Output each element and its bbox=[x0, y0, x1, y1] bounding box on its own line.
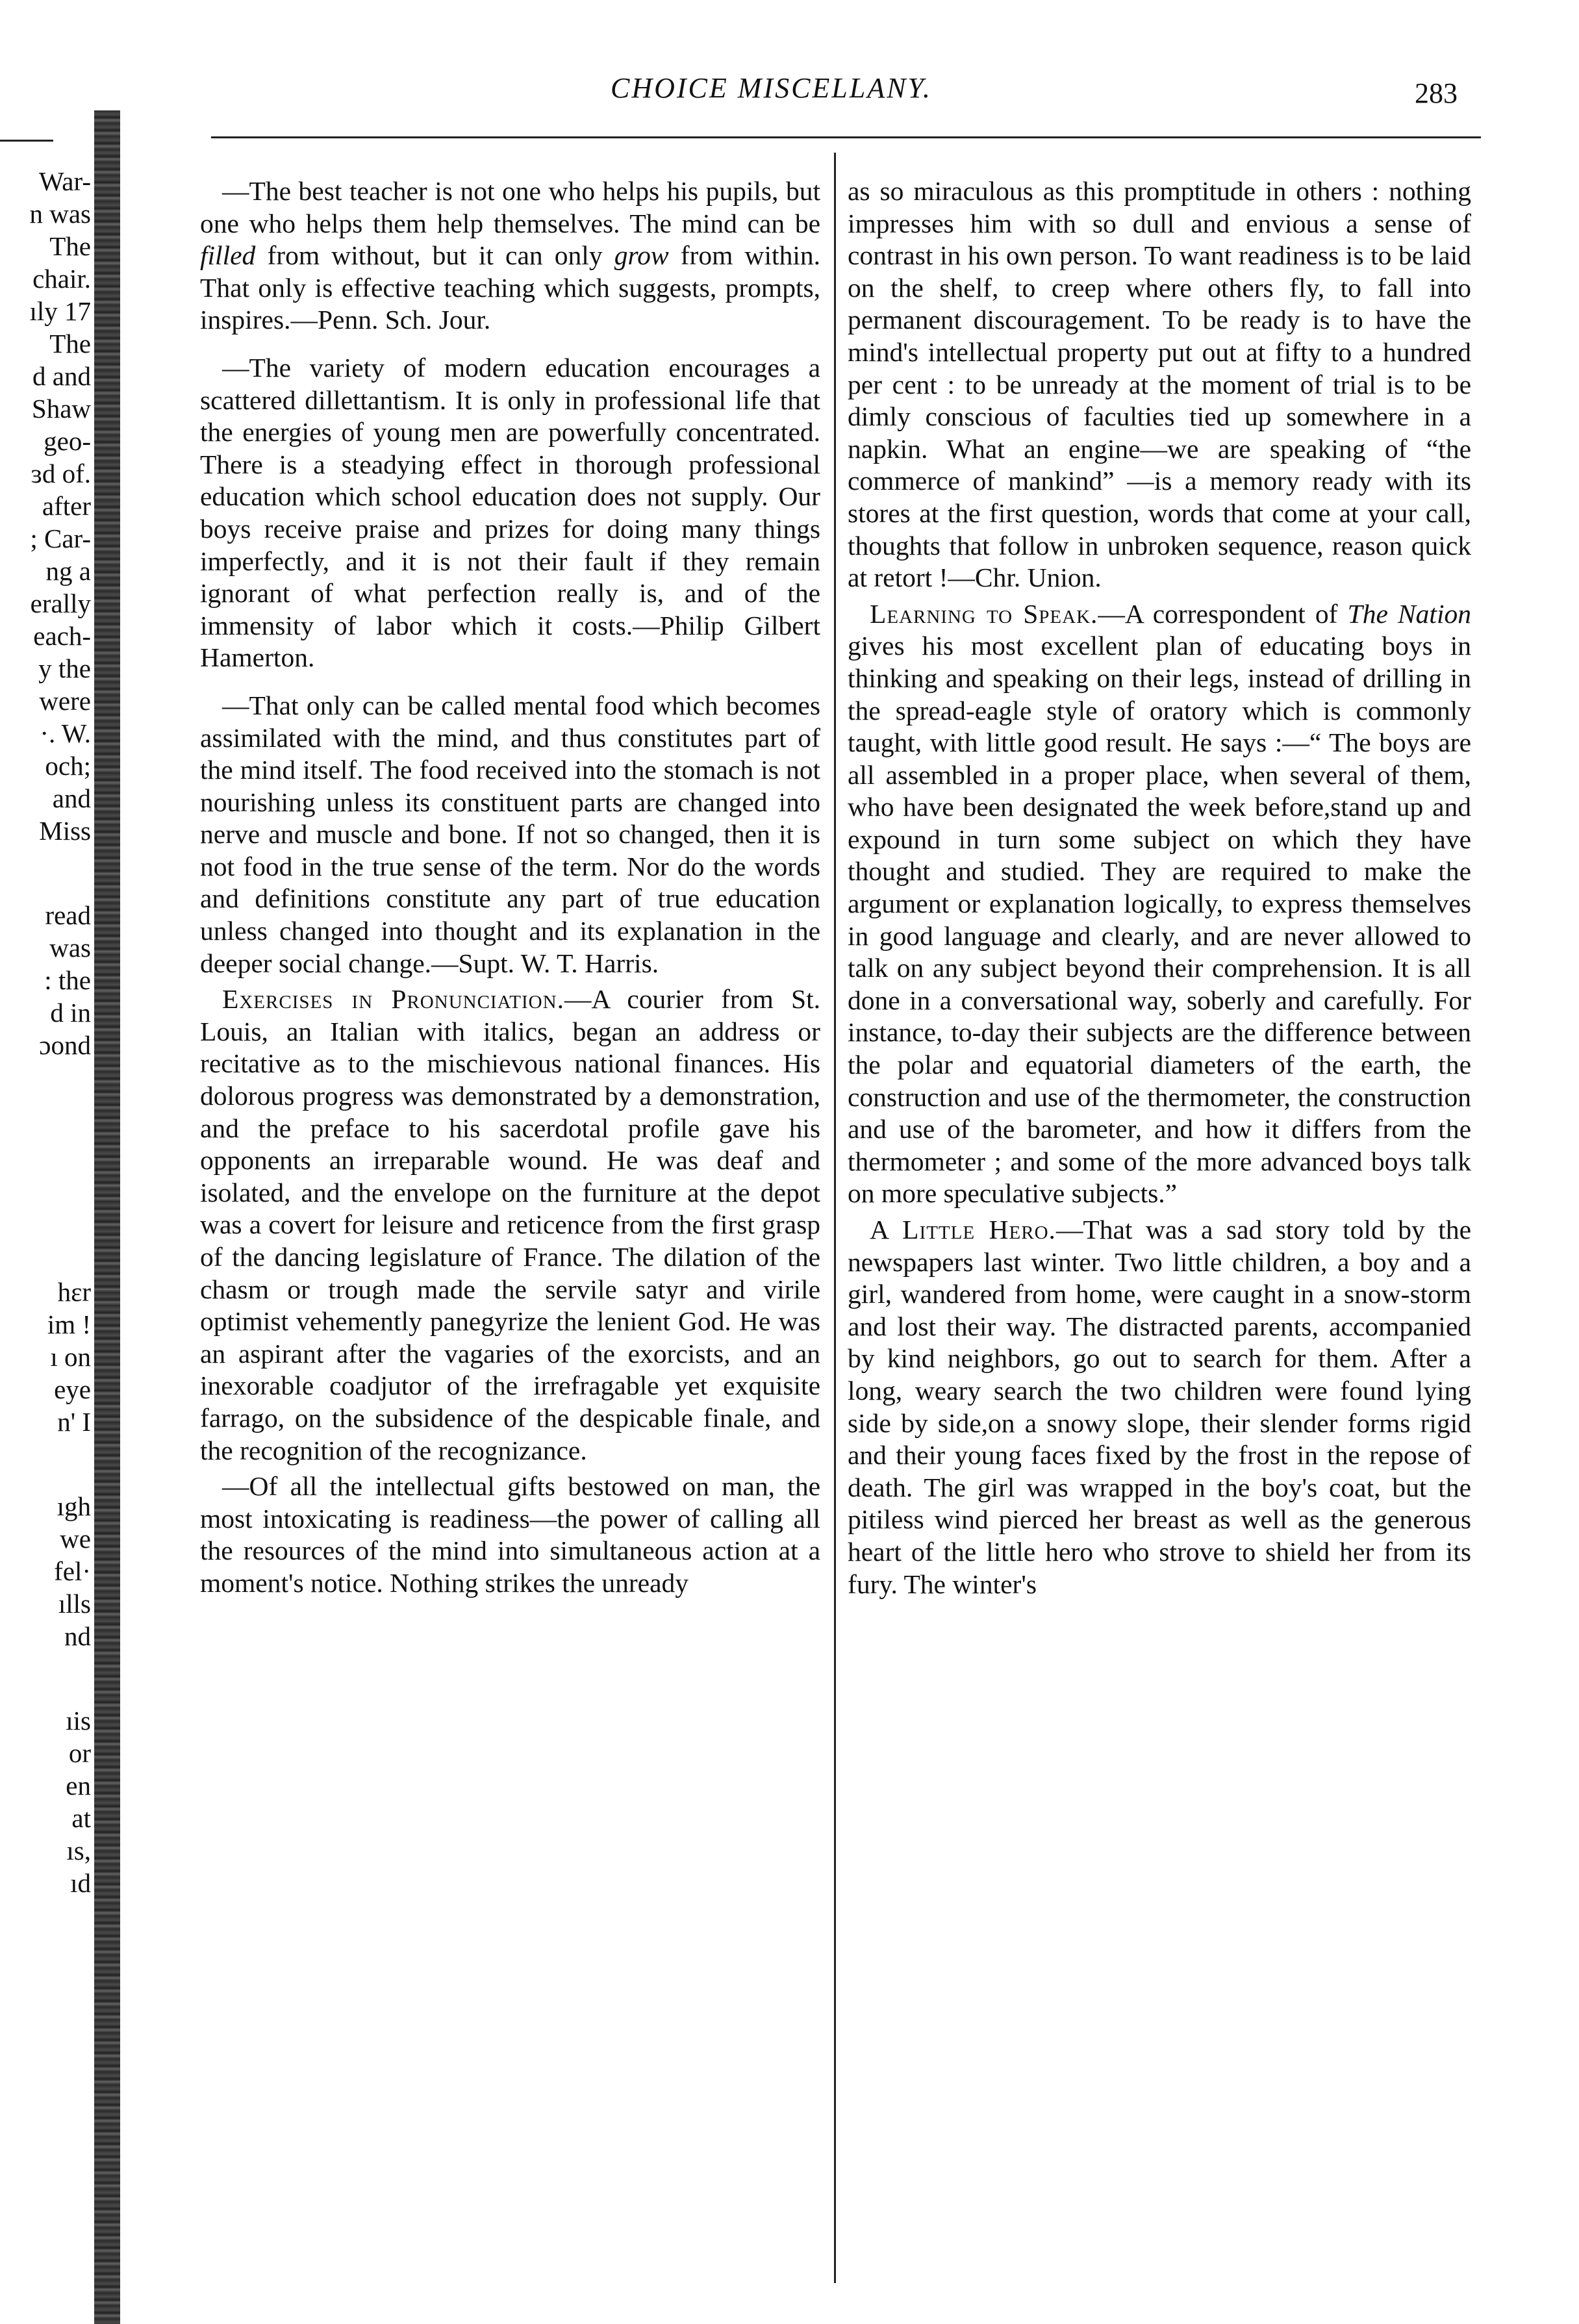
paragraph-readiness-continued: as so miraculous as this promptitude in others : nothing impresses him with so dull and envious a sense of contrast in his own person. To want readiness is to be laid on the shelf, to creep where others fly, to fall into permanent discouragement. To be ready is to have the mind's intellectual property put out at fifty to a hundred per cent : to be unready at the moment of trial is to be dimly conscious of faculties tied up somewhere in a napkin. What an engine—we are speaking of “the commerce of mankind” —is a memory ready with its stores at the first question, words that come at your call, thoughts that follow in unbroken sequence, reason quick at retort !—Chr. Union. bbox=[848, 176, 1471, 593]
facing-page-fragment: was bbox=[49, 933, 91, 963]
facing-page-fragment: Shaw bbox=[31, 394, 91, 423]
right-column bbox=[848, 175, 1471, 1616]
facing-page-fragment: were bbox=[39, 686, 91, 716]
facing-page-fragment: after bbox=[42, 491, 91, 521]
facing-page-fragment: ıly 17 bbox=[29, 296, 91, 326]
facing-page-fragment: ıd bbox=[70, 1868, 91, 1898]
facing-page-fragment: y the bbox=[38, 653, 91, 683]
left-column bbox=[200, 175, 820, 1615]
facing-page-fragment: d in bbox=[50, 998, 91, 1028]
paragraph-little-hero: A Little Hero.—That was a sad story told by the newspapers last winter. Two little children, a boy and a girl, wandered from home, were caught in a snow-storm and lost their way. The distracted parents, accompanied by kind neighbors, go out to search for them. After a long, weary search the two children were found lying side by side,on a snowy slope, their slender forms rigid and their young faces fixed by the frost in the repose of death. The girl was wrapped in the boy's coat, but the pitiless wind pierced her breast as well as the generous heart of the little hero who strove to shield her from its fury. The winter's bbox=[848, 1215, 1472, 1599]
facing-page-fragment: : the bbox=[44, 965, 91, 995]
paragraph-mental-food: —That only can be called mental food which becomes assimilated with the mind, and thus constitutes part of the mind itself. The food received into the stomach is not nourishing unless its constituent parts are changed into nerve and muscle and bone. If not so changed, then it is not food in the true sense of the term. Nor do the words and definitions constitute any part of true education unless changed into thought and its explanation in the deeper social change.—Supt. W. T. Harris. bbox=[200, 690, 820, 978]
paragraph-readiness: —Of all the intellectual gifts bestowed on man, the most intoxicating is readiness—the power of calling all the resources of the mind into simultaneous action at a moment's notice. Nothing strikes the unready bbox=[200, 1471, 820, 1598]
facing-page-fragment: each- bbox=[33, 621, 91, 651]
facing-page-fragment: ı on bbox=[50, 1342, 91, 1372]
header-rule bbox=[211, 136, 1481, 138]
facing-page-fragment: Miss bbox=[39, 816, 91, 846]
facing-page-fragment: War- bbox=[38, 166, 91, 196]
running-header bbox=[0, 71, 1579, 110]
book-gutter bbox=[94, 110, 120, 2324]
facing-page-fragment: erally bbox=[30, 588, 91, 618]
facing-page-fragment: eye bbox=[54, 1374, 91, 1404]
facing-page-fragment: en bbox=[66, 1771, 91, 1800]
facing-page-fragment: The bbox=[49, 231, 91, 261]
facing-page-fragment: d and bbox=[32, 361, 91, 391]
section-heading: Exercises in Pronunciation. bbox=[222, 984, 564, 1015]
running-title: CHOICE MISCELLANY. bbox=[611, 72, 932, 104]
facing-page-fragment: we bbox=[60, 1524, 91, 1554]
facing-page-fragment: och; bbox=[45, 751, 91, 781]
facing-page-fragment: read bbox=[45, 900, 91, 930]
facing-page-fragment: ng a bbox=[45, 556, 91, 586]
facing-page-fragment: or bbox=[68, 1738, 91, 1768]
page-number: 283 bbox=[1415, 77, 1458, 109]
facing-page-fragment: ɜd of. bbox=[31, 459, 91, 488]
facing-page-fragment: im ! bbox=[47, 1309, 91, 1339]
facing-page-rule bbox=[0, 140, 53, 142]
paragraph-pronunciation: Exercises in Pronunciation.—A courier from St. Louis, an Italian with italics, began an address or recitative as to the mischievous national finances. His dolorous progress was demonstrated by a demonstration, and the preface to his sacerdotal profile gave his opponents an irreparable wound. He was deaf and isolated, and the envelope on the furniture at the depot was a covert for leisure and reticence from the first grasp of the dancing legislature of France. The dilation of the chasm or trough made the servile satyr and virile optimist vehemently panegyrize the lenient God. He was an aspirant after the vagaries of the exorcists, and an inexorable coadjutor of the irrefragable yet exquisite farrago, on the subsidence of the despicable finale, and the recognition of the recognizance. bbox=[200, 984, 820, 1465]
facing-page-fragment: at bbox=[71, 1803, 91, 1833]
facing-page-fragment: ıs, bbox=[66, 1836, 91, 1865]
facing-page-fragment: hɛr bbox=[57, 1277, 91, 1307]
paragraph-modern-education: —The variety of modern education encourages a scattered dillettantism. It is only in professional life that the energies of young men are powerfully concentrated. There is a steadying effect in thorough professional education which school education does not supply. Our boys receive praise and prizes for doing many things imperfectly, and it is not their fault if they remain ignorant of what perfection really is, and of the immensity of labor which it costs.—Philip Gilbert Hamerton. bbox=[200, 352, 820, 673]
facing-page-fragment: ɔond bbox=[39, 1030, 91, 1060]
facing-page-fragment: ıis bbox=[66, 1706, 91, 1736]
facing-page-fragment: chair. bbox=[32, 264, 91, 294]
facing-page-fragment: n was bbox=[29, 199, 91, 229]
paragraph-learning-to-speak: Learning to Speak.—A correspondent of The Nation gives his most excellent plan of educating boys in thinking and speaking on their legs, instead of drilling in the spread-eagle style of oratory which is commonly taught, with little good result. He says :—“ The boys are all assembled in a proper place, when several of them, who have been designated the week before,stand up and expound in turn some subject on which they have thought and studied. They are required to make the argument or explanation logically, to express themselves in good language and clearly, and are never allowed to talk on any subject beyond their comprehension. It is all done in a conversational way, soberly and carefully. For instance, to-day their subjects are the difference between the polar and equatorial diameters of the earth, the construction and use of the thermometer, the construction and use of the barometer, and how it differs from the thermometer ; and some of the more advanced boys talk on more speculative subjects.” bbox=[848, 598, 1471, 1209]
facing-page-fragment: ·. W. bbox=[40, 718, 91, 748]
facing-page-fragment: The bbox=[49, 329, 91, 359]
facing-page-fragment: fel· bbox=[54, 1556, 91, 1586]
column-divider bbox=[834, 153, 836, 2283]
facing-page-fragment: nd bbox=[64, 1621, 91, 1651]
paragraph-best-teacher: —The best teacher is not one who helps his pupils, but one who helps them help themselves. The mind can be filled from without, but it can only grow from within. That only is effective teaching which suggests, prompts, inspires.—Penn. Sch. Jour. bbox=[200, 176, 820, 335]
facing-page-fragment: n' I bbox=[57, 1407, 91, 1437]
facing-page-fragment: ılls bbox=[58, 1589, 91, 1619]
facing-page-fragment: ıgh bbox=[57, 1491, 91, 1521]
facing-page-fragment: geo- bbox=[44, 426, 91, 456]
facing-page-fragment: and bbox=[52, 783, 91, 813]
section-heading: Learning to Speak. bbox=[870, 598, 1098, 629]
section-heading: A Little Hero. bbox=[870, 1215, 1056, 1244]
facing-page-fragment: ; Car- bbox=[30, 524, 91, 553]
